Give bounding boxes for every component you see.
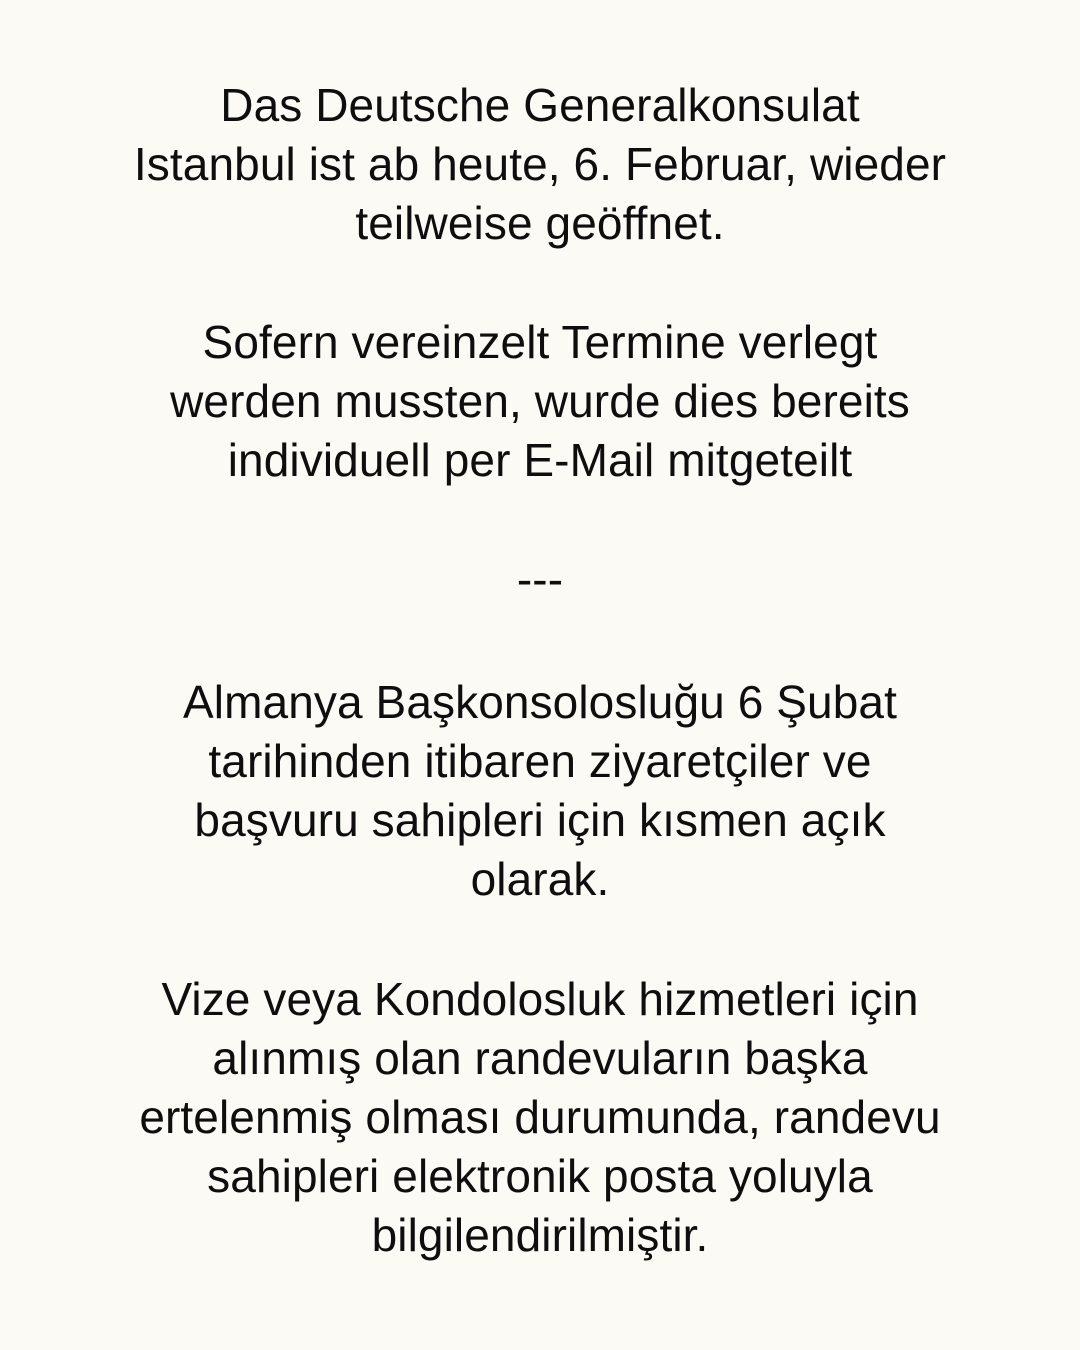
text-line: Almanya Başkonsolosluğu 6 Şubat — [183, 676, 897, 728]
text-line: Sofern vereinzelt Termine verlegt — [202, 316, 878, 368]
german-paragraph-appointments — [0, 313, 1080, 490]
german-paragraph-opening — [0, 76, 1080, 253]
text-line: alınmış olan randevuların başka — [212, 1032, 868, 1084]
text-line: individuell per E-Mail mitgeteilt — [227, 434, 853, 486]
text-line: werden mussten, wurde dies bereits — [170, 375, 910, 427]
text-line: ertelenmiş olması durumunda, randevu — [139, 1091, 941, 1143]
text-line: Das Deutsche Generalkonsulat — [220, 79, 860, 131]
text-line: sahipleri elektronik posta yoluyla — [207, 1150, 873, 1202]
turkish-paragraph-appointments — [0, 970, 1080, 1265]
text-line: başvuru sahipleri için kısmen açık — [194, 794, 886, 846]
text-line: teilweise geöffnet. — [355, 197, 725, 249]
separator-text: --- — [516, 553, 564, 605]
text-line: olarak. — [470, 853, 610, 905]
text-line: Vize veya Kondolosluk hizmetleri için — [161, 973, 919, 1025]
text-line: tarihinden itibaren ziyaretçiler ve — [208, 735, 872, 787]
language-separator — [0, 550, 1080, 609]
text-line: Istanbul ist ab heute, 6. Februar, wieder — [133, 138, 947, 190]
text-line: bilgilendirilmiştir. — [371, 1209, 709, 1261]
turkish-paragraph-opening — [0, 673, 1080, 909]
